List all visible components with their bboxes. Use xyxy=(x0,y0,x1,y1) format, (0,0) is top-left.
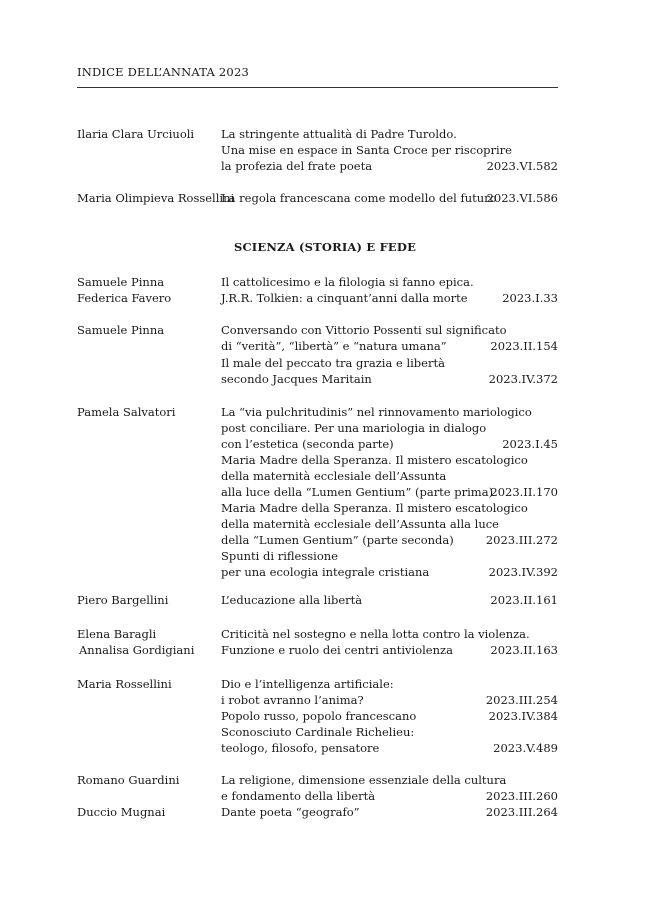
author-name: Piero Bargellini xyxy=(77,593,169,607)
author-name: Samuele Pinna xyxy=(77,323,165,337)
entry-title-line: con l’estetica (seconda parte) xyxy=(221,437,394,451)
entry-title-line: post conciliare. Per una mariologia in dialogo xyxy=(221,421,487,435)
author-name: Maria Olimpieva Rossellini xyxy=(77,191,235,205)
entry-title-line: della “Lumen Gentium” (parte seconda) xyxy=(221,533,454,547)
entry-title-line: i robot avranno l’anima? xyxy=(221,693,364,707)
author-name: Maria Rossellini xyxy=(77,677,172,691)
entry-title-line: alla luce della “Lumen Gentium” (parte prima) xyxy=(221,485,494,499)
entry-title-line: L’educazione alla libertà xyxy=(221,593,363,607)
entry-title-line: Spunti di riflessione xyxy=(221,549,338,563)
entry-title-line: Conversando con Vittorio Possenti sul significato xyxy=(221,323,507,337)
entry-title-line: della maternità ecclesiale dell’Assunta alla luce xyxy=(221,517,499,531)
author-name: Elena Baragli xyxy=(77,627,157,641)
issue-reference: 2023.II.170 xyxy=(490,485,558,499)
issue-reference: 2023.III.254 xyxy=(485,693,558,707)
issue-reference: 2023.IV.384 xyxy=(488,709,558,723)
entry-title-line: Popolo russo, popolo francescano xyxy=(221,709,417,723)
author-name: Romano Guardini xyxy=(77,773,180,787)
issue-reference: 2023.II.163 xyxy=(490,643,558,657)
entry-title-line: La religione, dimensione essenziale della cultura xyxy=(221,773,507,787)
author-name: Ilaria Clara Urciuoli xyxy=(77,127,195,141)
entry-title-line: Il cattolicesimo e la filologia si fanno epica. xyxy=(221,275,474,289)
running-header: INDICE DELL’ANNATA 2023 xyxy=(77,65,249,79)
entry-title-line: la profezia del frate poeta xyxy=(221,159,373,173)
entry-title-line: Maria Madre della Speranza. Il mistero escatologico xyxy=(221,501,528,515)
issue-reference: 2023.II.161 xyxy=(490,593,558,607)
entry-title-line: teologo, filosofo, pensatore xyxy=(221,741,380,755)
entry-title-line: Una mise en espace in Santa Croce per riscoprire xyxy=(221,143,512,157)
entry-title-line: della maternità ecclesiale dell’Assunta xyxy=(221,469,447,483)
issue-reference: 2023.II.154 xyxy=(490,339,558,353)
author-name: Annalisa Gordigiani xyxy=(79,643,195,657)
issue-reference: 2023.III.272 xyxy=(485,533,558,547)
entry-title-line: Dante poeta “geografo” xyxy=(221,805,360,819)
entry-title-line: Criticità nel sostegno e nella lotta contro la violenza. xyxy=(221,627,530,641)
header-rule xyxy=(77,87,558,88)
issue-reference: 2023.IV.392 xyxy=(488,565,558,579)
entry-title-line: La regola francescana come modello del futuro xyxy=(221,191,497,205)
author-name: Duccio Mugnai xyxy=(77,805,166,819)
entry-title-line: J.R.R. Tolkien: a cinquant’anni dalla morte xyxy=(221,291,468,305)
author-name: Federica Favero xyxy=(77,291,172,305)
entry-title-line: di “verità”, “libertà” e “natura umana” xyxy=(221,339,447,353)
issue-reference: 2023.VI.586 xyxy=(486,191,558,205)
issue-reference: 2023.I.45 xyxy=(502,437,558,451)
issue-reference: 2023.III.260 xyxy=(485,789,558,803)
section-title: SCIENZA (STORIA) E FEDE xyxy=(233,240,417,254)
entry-title-line: Funzione e ruolo dei centri antiviolenza xyxy=(221,643,453,657)
entry-title-line: per una ecologia integrale cristiana xyxy=(221,565,430,579)
issue-reference: 2023.VI.582 xyxy=(486,159,558,173)
entry-title-line: e fondamento della libertà xyxy=(221,789,376,803)
entry-title-line: Il male del peccato tra grazia e libertà xyxy=(221,356,445,370)
issue-reference: 2023.I.33 xyxy=(502,291,558,305)
author-name: Samuele Pinna xyxy=(77,275,165,289)
entry-title-line: Maria Madre della Speranza. Il mistero escatologico xyxy=(221,453,528,467)
entry-title-line: La stringente attualità di Padre Turoldo. xyxy=(221,127,457,141)
entry-title-line: La “via pulchritudinis” nel rinnovamento mariologico xyxy=(221,405,532,419)
issue-reference: 2023.III.264 xyxy=(485,805,558,819)
issue-reference: 2023.IV.372 xyxy=(488,372,558,386)
issue-reference: 2023.V.489 xyxy=(493,741,558,755)
entry-title-line: secondo Jacques Maritain xyxy=(221,372,372,386)
entry-title-line: Sconosciuto Cardinale Richelieu: xyxy=(221,725,415,739)
author-name: Pamela Salvatori xyxy=(77,405,176,419)
entry-title-line: Dio e l’intelligenza artificiale: xyxy=(221,677,394,691)
